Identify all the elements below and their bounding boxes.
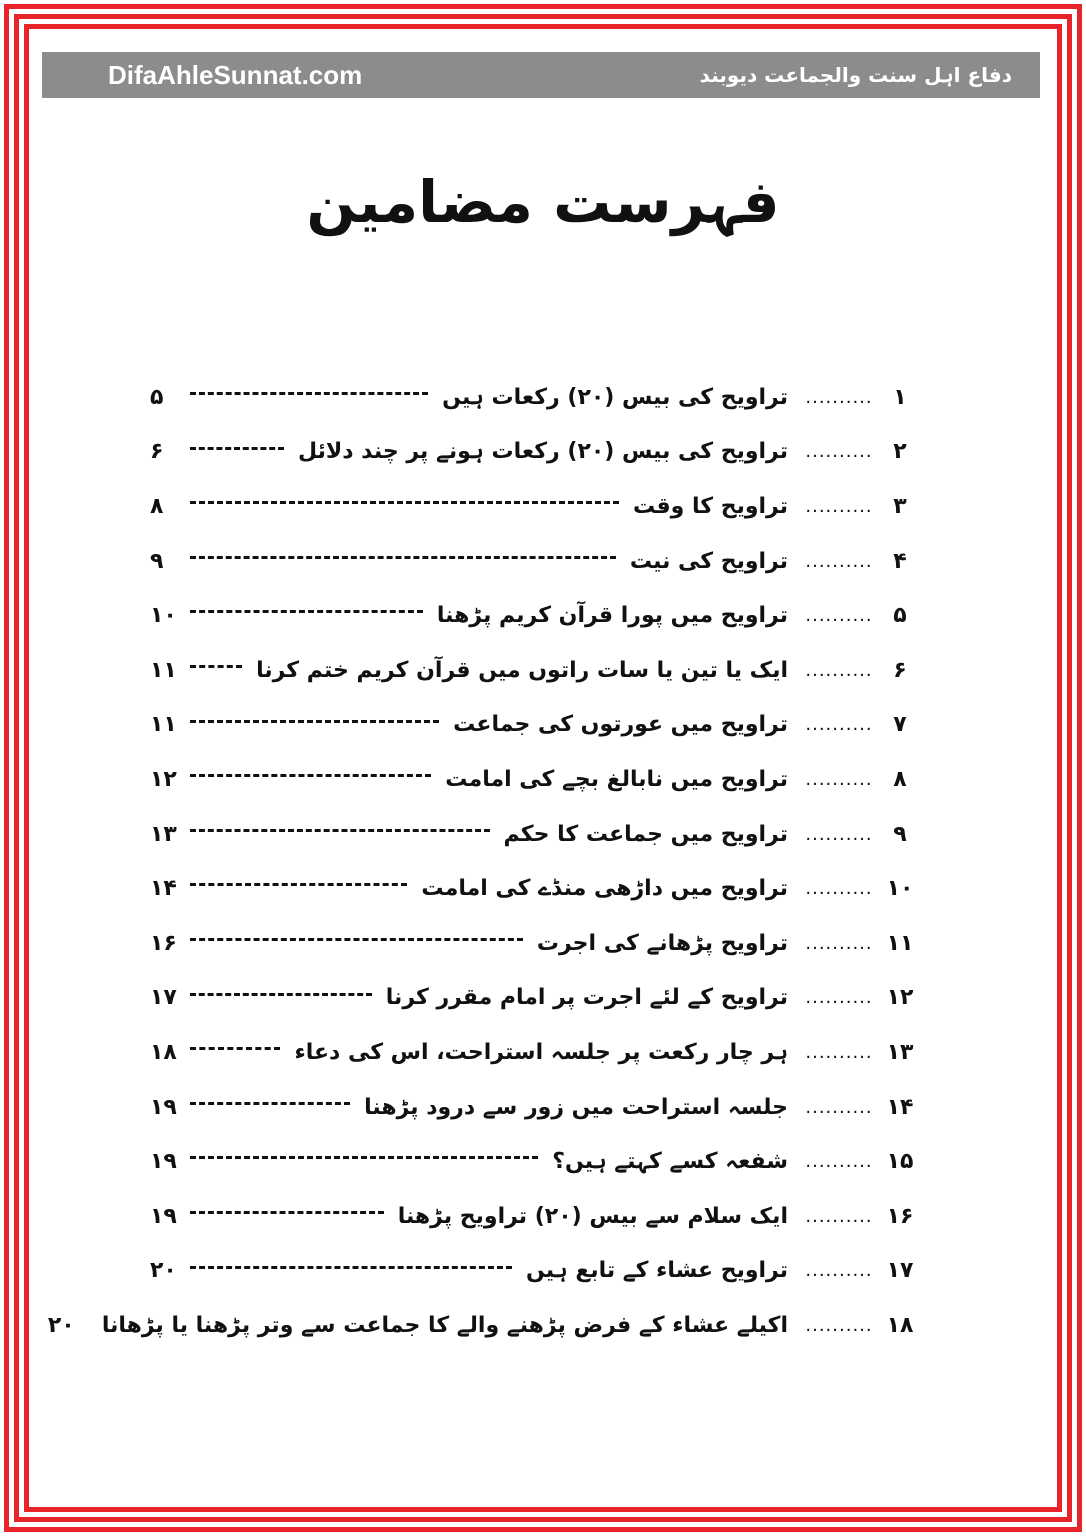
toc-number: ۱ [893,384,907,410]
table-of-contents [47,370,920,1353]
toc-title: تراویح میں جماعت کا حکم [503,821,788,847]
toc-dot-leader [798,769,880,790]
toc-page-number: ۱۱ [150,657,177,683]
toc-dot-leader [798,878,880,899]
toc-row [150,1134,920,1189]
toc-title: تراویح کے لئے اجرت پر امام مقرر کرنا [385,985,788,1011]
toc-page-number: ۸ [150,493,164,519]
toc-page-number: ۱۰ [150,603,177,629]
toc-dot-leader [798,1315,880,1336]
toc-row [150,1244,920,1299]
toc-dash-leader [190,1189,384,1214]
page-title: فہرست مضامین [306,168,780,236]
toc-dash-leader [190,971,372,996]
toc-dot-leader [798,1260,880,1281]
toc-page-number: ۱۴ [150,876,177,902]
toc-dot-leader [798,824,880,845]
toc-dot-leader [798,496,880,517]
toc-number: ۳ [893,493,907,519]
toc-number: ۷ [893,712,907,738]
toc-dash-leader [190,588,423,613]
toc-row [150,425,920,480]
toc-number: ۱۲ [886,985,914,1011]
toc-title: ایک یا تین یا سات راتوں میں قرآن کریم ختم کرنا [256,657,788,683]
toc-dash-leader [190,425,284,450]
toc-title: اکیلے عشاء کے فرض پڑھنے والے کا جماعت سے وتر پڑھنا یا پڑھانا [101,1312,788,1338]
toc-page-number: ۹ [150,548,164,574]
toc-dot-leader [798,1151,880,1172]
toc-dot-leader [798,551,880,572]
toc-page-number: ۱۹ [150,1149,177,1175]
toc-number: ۵ [893,603,907,629]
toc-dash-leader [190,698,439,723]
toc-number: ۱۳ [886,1039,914,1065]
toc-dash-leader [190,752,431,777]
toc-page-number: ۱۳ [150,821,177,847]
toc-page-number: ۱۶ [150,930,177,956]
toc-dot-leader [798,714,880,735]
toc-number: ۲ [893,439,907,465]
toc-row [150,1189,920,1244]
toc-page-number: ۱۷ [150,985,177,1011]
toc-page-number: ۱۲ [150,766,177,792]
toc-row [150,861,920,916]
toc-row [150,698,920,753]
toc-dash-leader [190,534,616,559]
toc-dash-leader [190,1244,512,1269]
toc-title: تراویح عشاء کے تابع ہیں [525,1258,788,1284]
toc-number: ۴ [893,548,907,574]
toc-page-number: ۲۰ [150,1258,177,1284]
toc-number: ۱۸ [886,1312,914,1338]
toc-dash-leader [190,916,523,941]
toc-page-number: ۶ [150,439,164,465]
toc-number: ۱۴ [886,1094,914,1120]
header-bar [42,52,1040,98]
toc-dash-leader [190,370,428,395]
toc-title: تراویح کا وقت [632,493,788,519]
toc-row [150,534,920,589]
toc-row [150,370,920,425]
toc-title: جلسہ استراحت میں زور سے درود پڑھنا [364,1094,788,1120]
toc-title: تراویح کی بیس (۲۰) رکعات ہونے پر چند دلائل [297,439,788,465]
toc-number: ۱۰ [886,876,914,902]
toc-dot-leader [798,605,880,626]
toc-row [150,807,920,862]
toc-dot-leader [798,1206,880,1227]
toc-title: ہر چار رکعت پر جلسہ استراحت، اس کی دعاء [294,1039,788,1065]
toc-dash-leader [190,861,407,886]
toc-title: تراویح پڑھانے کی اجرت [536,930,788,956]
toc-number: ۱۶ [886,1203,914,1229]
toc-title: تراویح کی نیت [629,548,788,574]
toc-row [150,971,920,1026]
toc-dot-leader [798,387,880,408]
toc-dash-leader [190,1134,538,1159]
toc-dot-leader [798,441,880,462]
toc-row [150,643,920,698]
toc-number: ۸ [893,766,907,792]
toc-dash-leader [190,807,490,832]
toc-row [47,1298,920,1353]
toc-row [150,752,920,807]
toc-dot-leader [798,1042,880,1063]
toc-number: ۱۷ [886,1258,914,1284]
toc-row [150,588,920,643]
toc-row [150,479,920,534]
toc-page-number: ۱۹ [150,1094,177,1120]
toc-number: ۱۵ [886,1149,914,1175]
toc-dash-leader [190,1025,280,1050]
toc-title: تراویح میں داڑھی منڈے کی امامت [421,876,788,902]
toc-dot-leader [798,987,880,1008]
toc-title: تراویح میں عورتوں کی جماعت [453,712,788,738]
toc-number: ۹ [893,821,907,847]
toc-page-number: ۱۹ [150,1203,177,1229]
toc-dot-leader [798,1097,880,1118]
toc-dash-leader [190,1080,350,1105]
toc-dot-leader [798,660,880,681]
toc-row [150,1025,920,1080]
toc-number: ۶ [893,657,907,683]
toc-row [150,916,920,971]
toc-title: ایک سلام سے بیس (۲۰) تراویح پڑھنا [397,1203,788,1229]
toc-page-number: ۵ [150,384,164,410]
toc-dash-leader [190,643,242,668]
toc-title: تراویح کی بیس (۲۰) رکعات ہیں [442,384,788,410]
toc-number: ۱۱ [886,930,914,956]
toc-dot-leader [798,933,880,954]
toc-title: شفعہ کسے کہتے ہیں؟ [552,1149,788,1175]
toc-title: تراویح میں پورا قرآن کریم پڑھنا [436,603,788,629]
toc-page-number: ۲۰ [47,1312,75,1338]
toc-page-number: ۱۸ [150,1039,177,1065]
toc-row [150,1080,920,1135]
site-name: دفاع اہل سنت والجماعت دیوبند [699,63,1012,87]
site-url: DifaAhleSunnat.com [108,60,363,90]
toc-title: تراویح میں نابالغ بچے کی امامت [445,766,788,792]
toc-dash-leader [190,479,619,504]
toc-page-number: ۱۱ [150,712,177,738]
